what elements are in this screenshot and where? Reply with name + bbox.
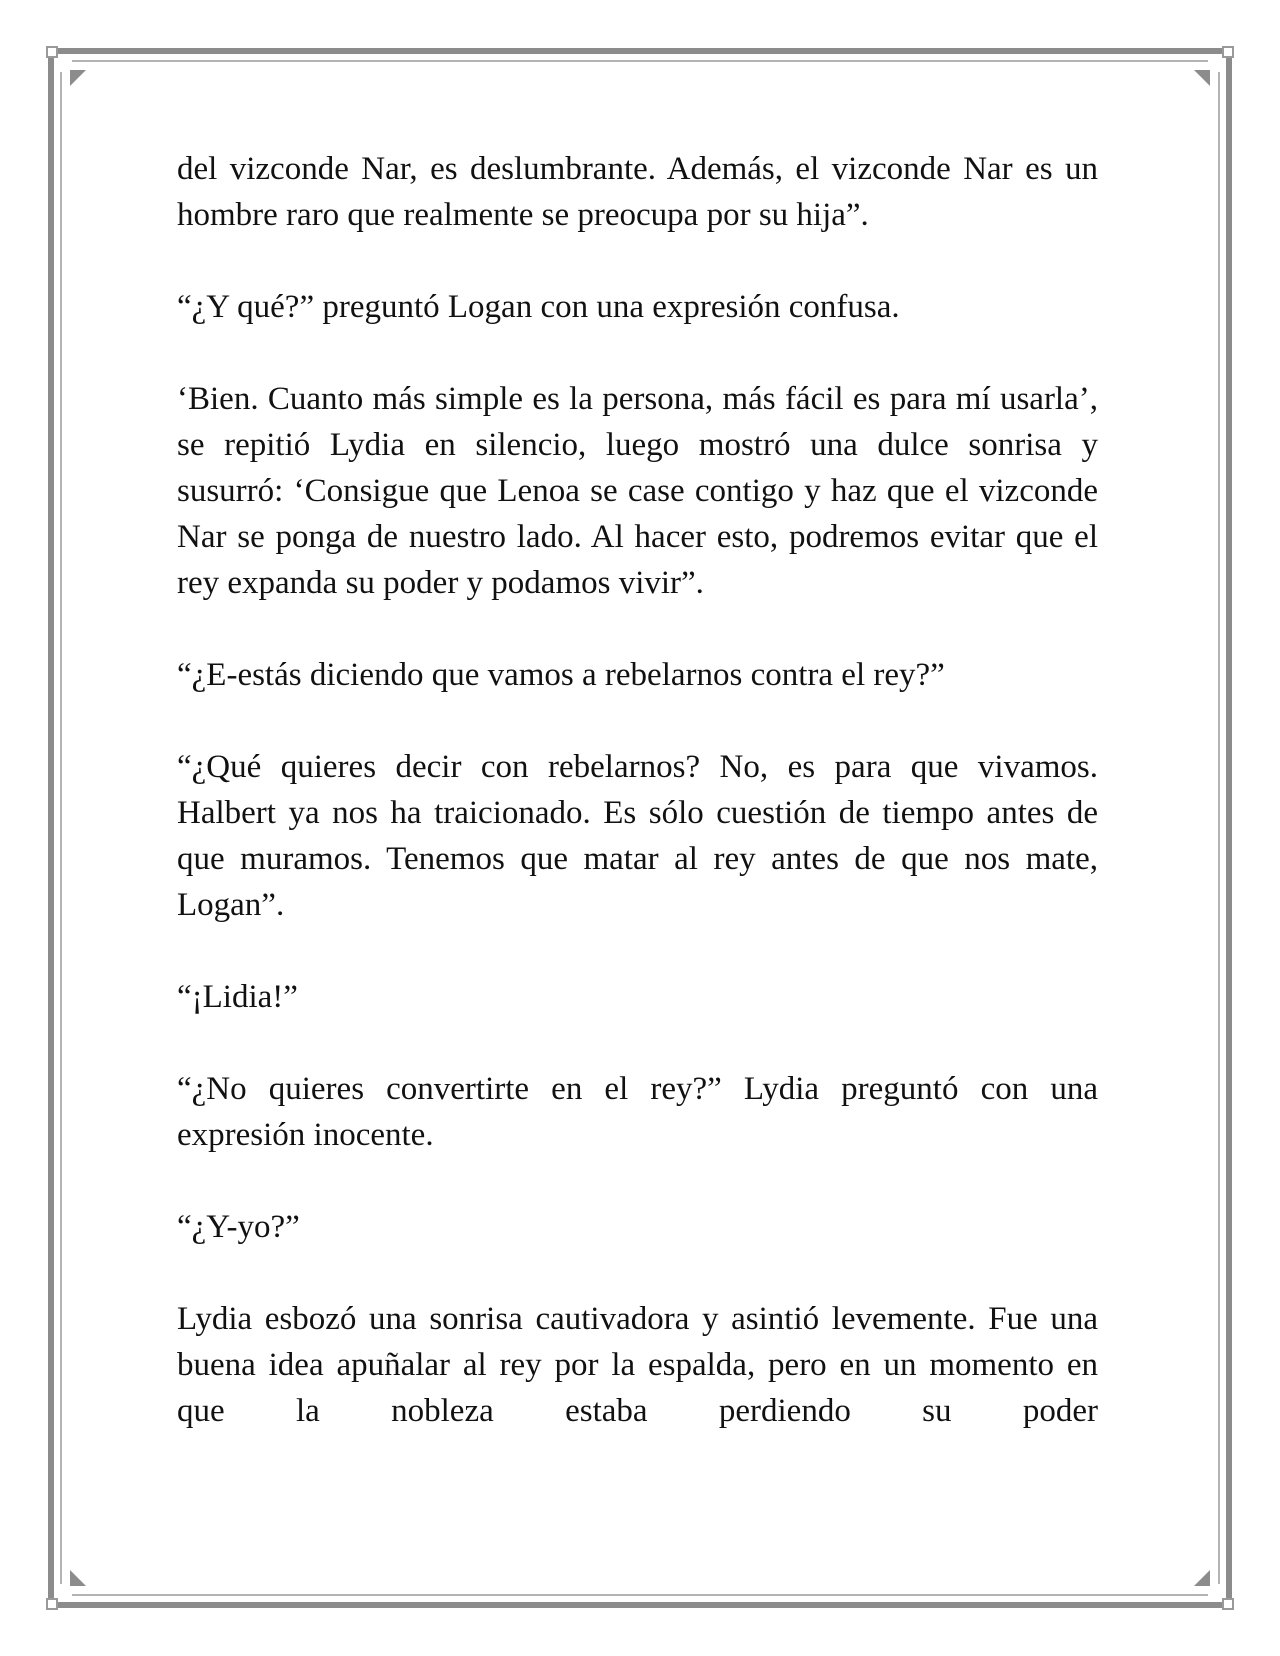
corner-ornament-top-left	[46, 46, 58, 58]
corner-triangle-top-left	[70, 70, 86, 86]
paragraph: “¿Y qué?” preguntó Logan con una expresión confusa.	[177, 289, 900, 325]
border-right	[1226, 58, 1232, 1598]
corner-ornament-bottom-left	[46, 1598, 58, 1610]
border-top	[58, 48, 1222, 54]
paragraph: “¿E-estás diciendo que vamos a rebelarnos contra el rey?”	[177, 657, 945, 693]
corner-triangle-bottom-right	[1194, 1570, 1210, 1586]
border-bottom	[58, 1602, 1222, 1608]
corner-ornament-bottom-right	[1222, 1598, 1234, 1610]
border-left-inner	[60, 72, 62, 1584]
border-bottom-inner	[72, 1594, 1208, 1596]
paragraph: Lydia esbozó una sonrisa cautivadora y asintió levemente. Fue una buena idea apuñalar al rey por la espalda, pero en un momento en que la nobleza estaba perdiendo su poder	[177, 1301, 1098, 1429]
page-body-text	[177, 146, 1098, 1434]
border-right-inner	[1218, 72, 1220, 1584]
corner-triangle-top-right	[1194, 70, 1210, 86]
paragraph: “¿No quieres convertirte en el rey?” Lydia preguntó con una expresión inocente.	[177, 1071, 1098, 1153]
paragraph: “¿Qué quieres decir con rebelarnos? No, es para que vivamos. Halbert ya nos ha traicionado. Es sólo cuestión de tiempo antes de que muramos. Tenemos que matar al rey antes de que nos mate, Logan”.	[177, 749, 1098, 923]
paragraph: “¡Lidia!”	[177, 979, 298, 1015]
border-top-inner	[72, 60, 1208, 62]
paragraph: “¿Y-yo?”	[177, 1209, 300, 1245]
corner-triangle-bottom-left	[70, 1570, 86, 1586]
border-left	[48, 58, 54, 1598]
paragraph: ‘Bien. Cuanto más simple es la persona, más fácil es para mí usarla’, se repitió Lydia en silencio, luego mostró una dulce sonrisa y susurró: ‘Consigue que Lenoa se case contigo y haz que el vizconde Nar se ponga de nuestro lado. Al hacer esto, podremos evitar que el rey expanda su poder y podamos vivir”.	[177, 381, 1098, 601]
paragraph: del vizconde Nar, es deslumbrante. Además, el vizconde Nar es un hombre raro que realmente se preocupa por su hija”.	[177, 151, 1098, 233]
corner-ornament-top-right	[1222, 46, 1234, 58]
